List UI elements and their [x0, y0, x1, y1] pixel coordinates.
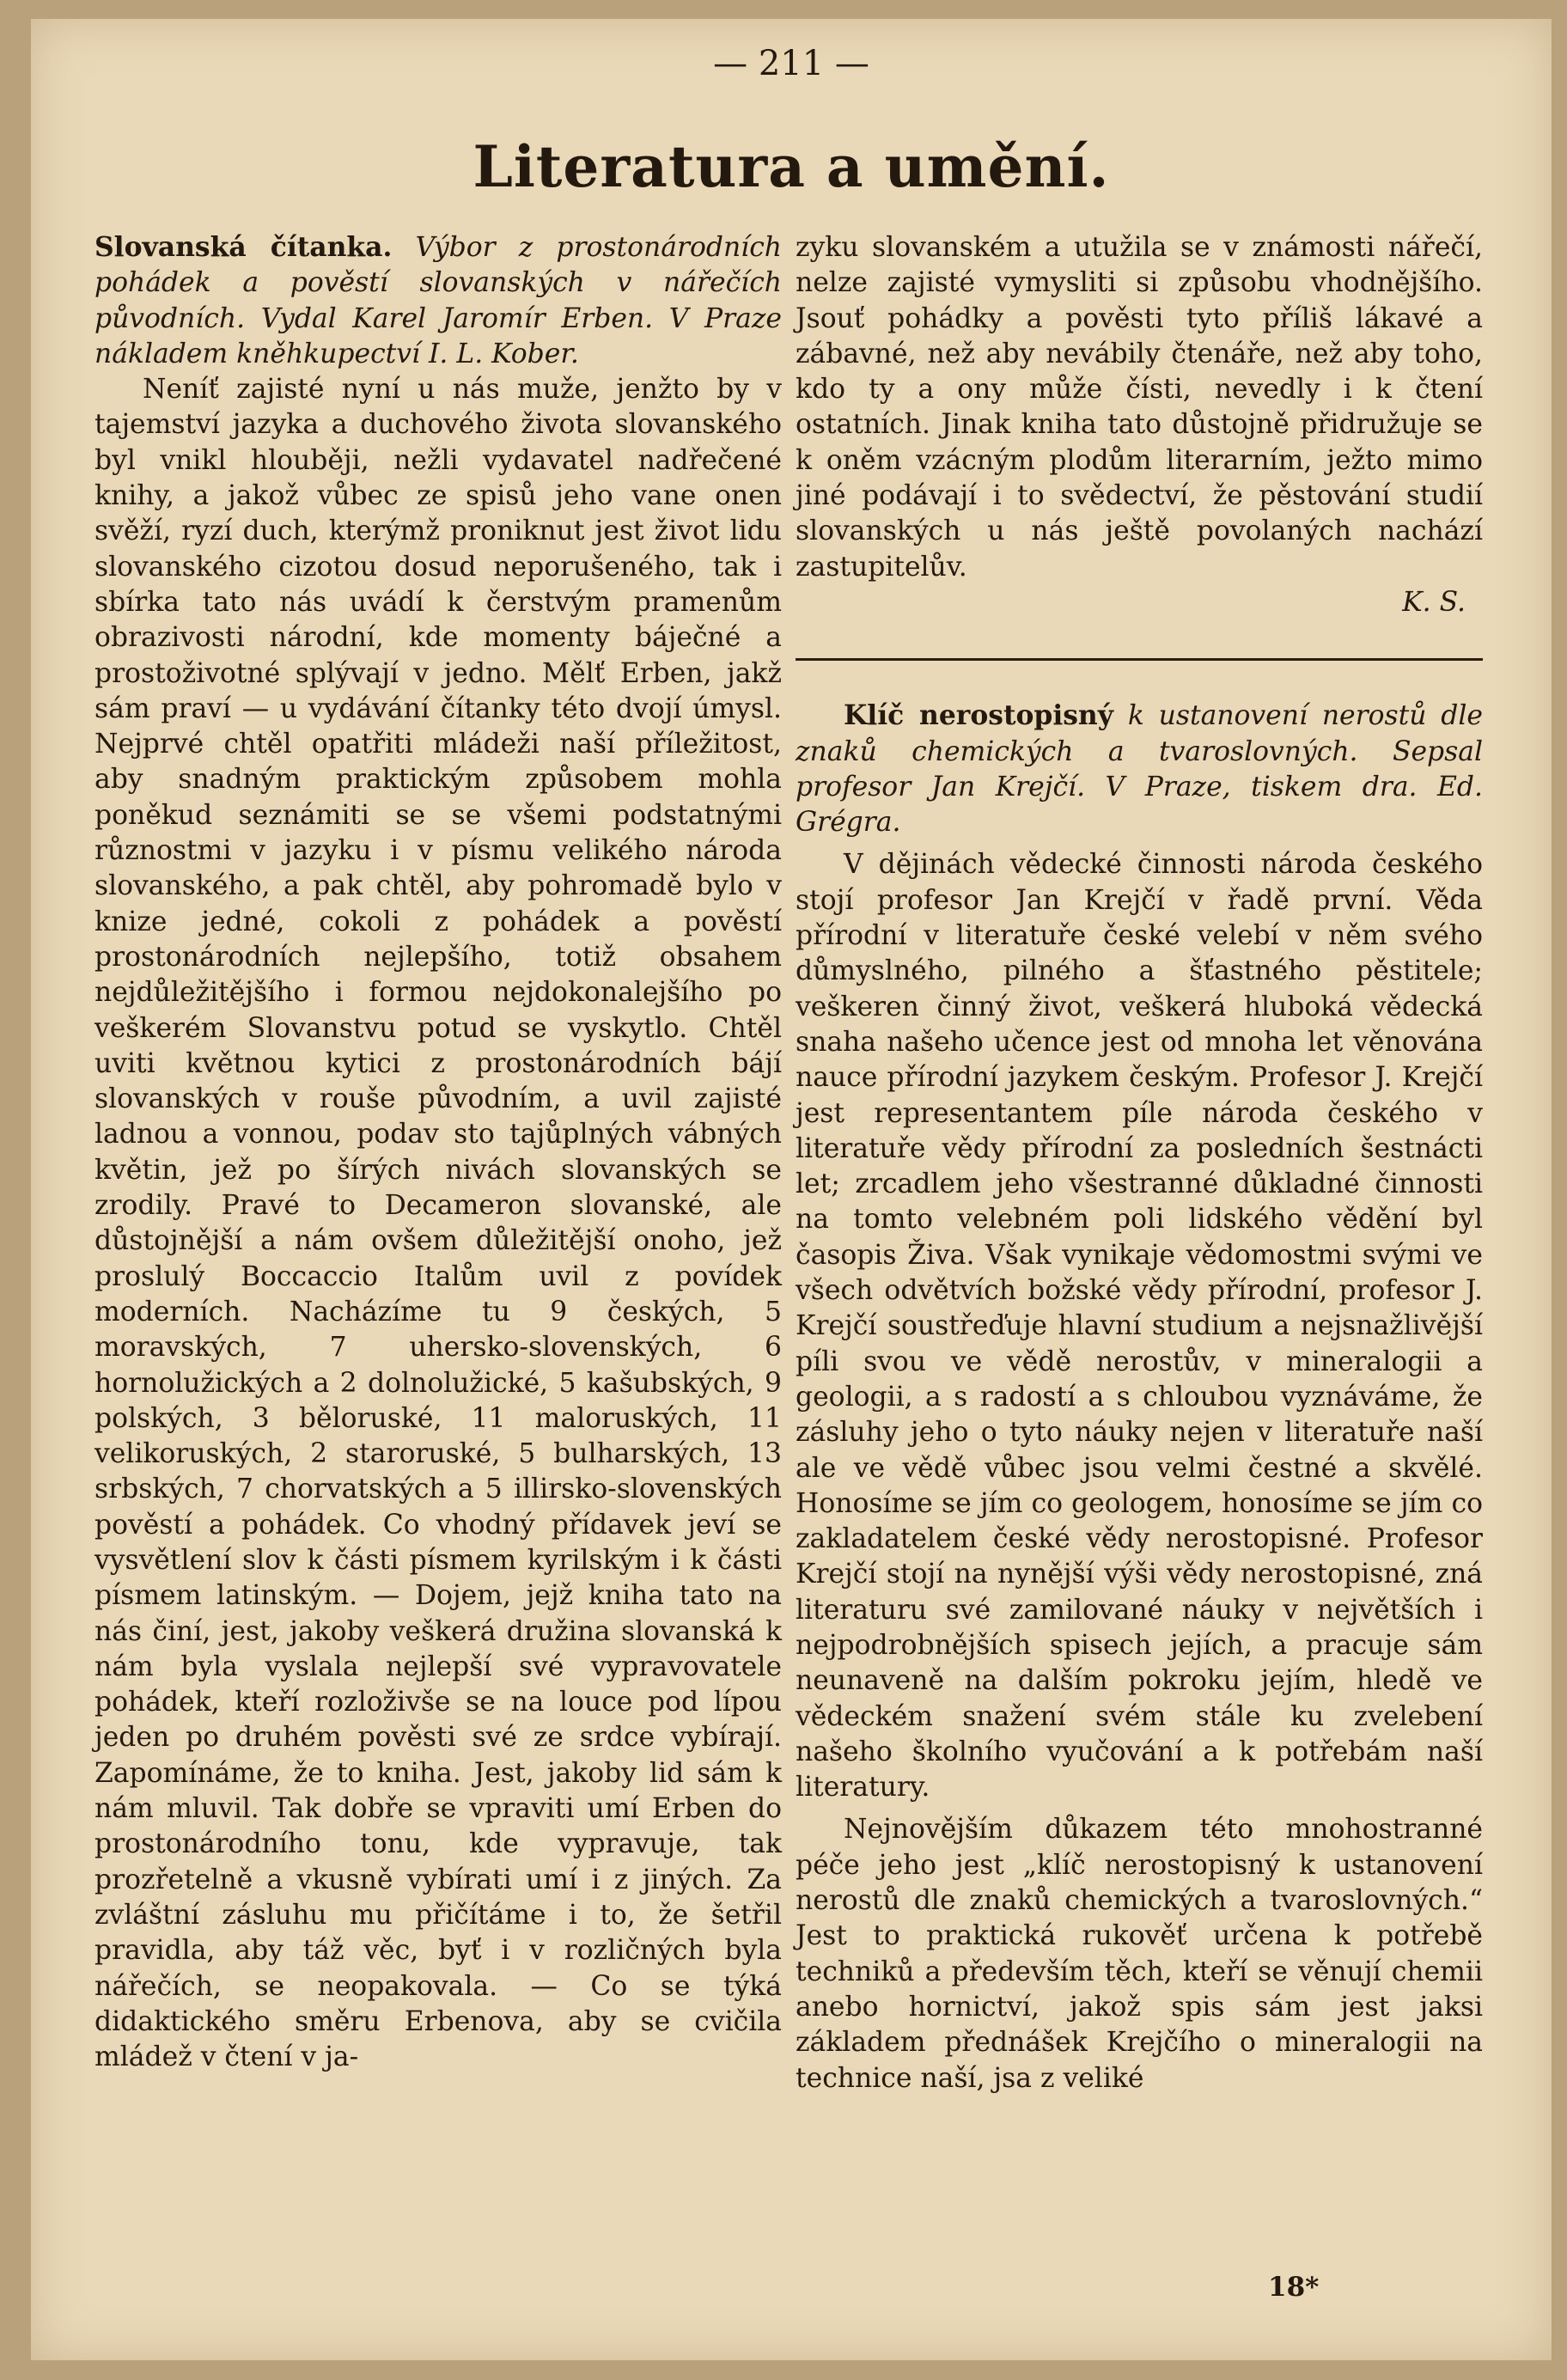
review2-citation: k ustanovení nerostů dle znaků chemických a tvaroslovných. Sepsal profesor Jan Krejčí. V Praze, tiskem dra. Ed. Grégra.	[796, 700, 1483, 839]
left-column	[95, 230, 782, 2075]
review2-title: Klíč nerostopisný	[844, 700, 1113, 732]
signature-mark: 18*	[1268, 2272, 1320, 2303]
section-divider	[796, 658, 1483, 661]
review2-paragraph-2: Nejnovějším důkazem této mnohostranné péče jeho jest „klíč nerostopisný k ustanovení nerostů dle znaků chemických a tvaroslovných.“ Jest to praktická rukověť určena k potřebě techniků a především těch, kteří se věnují chemii anebo hornictví, jakož spis sám jest jaksi základem přednášek Krejčího o mineralogii na technice naší, jsa z veliké	[796, 1814, 1483, 2094]
review1-citation: Výbor z prostonárodních pohádek a pověstí slovanských v nářečích původních. Vydal Karel Jaromír Erben. V Praze nákladem kněhkupectví I. L. Kober.	[95, 232, 782, 369]
review2-paragraph-1: V dějinách vědecké činnosti národa českého stojí profesor Jan Krejčí v řadě první. Věda přírodní v literatuře české velebí v něm svého důmyslného, pilného a šťastného pěstitele; veškeren činný život, veškerá hluboká vědecká snaha našeho učence jest od mnoha let věnována nauce přírodní jazykem českým. Profesor J. Krejčí jest representantem píle národa českého v literatuře vědy přírodní za posledních šestnácti let; zrcadlem jeho všestranné důkladné činnosti na tomto velebném poli lidského vědění byl časopis Živa. Však vynikaje vědomostmi svými ve všech odvětvích božské vědy přírodní, profesor J. Krejčí soustřeďuje hlavní studium a nejsnažlivější píli svou ve vědě nerostův, v mineralogii a geologii, a s radostí a s chloubou vyznáváme, že zásluhy jeho o tyto náuky nejen v literatuře naší ale ve vědě vůbec jsou velmi čestné a skvělé. Honosíme se jím co geologem, honosíme se jím co zakladatelem české vědy nerostopisné. Profesor Krejčí stojí na nynější výši vědy nerostopisné, zná literaturu své zamilované náuky v největších i nejpodrobnějších spisech jejích, a pracuje sám neunaveně na dalším pokroku jejím, hledě ve vědeckém snažení svém stále ku zvelebení našeho školního vyučování a k potřebám naší literatury.	[796, 849, 1483, 1803]
review2-header	[796, 699, 1483, 840]
review1-body-right: zyku slovanském a utužila se v známosti nářečí, nelze zajisté vymysliti si způsobu vhodnějšího. Jsouť pohádky a pověsti tyto příliš lákavé a zábavné, než aby nevábily čtenáře, než aby toho, kdo ty a ony může čísti, nevedly i k čtení ostatních. Jinak kniha tato důstojně přidružuje se k oněm vzácným plodům literarním, ježto mimo jiné podávají i to svědectví, že pěstování studií slovanských u nás ještě povolaných nachází zastupitelův.	[796, 232, 1483, 583]
review1-header	[95, 230, 782, 372]
page-number: — 211 —	[713, 44, 869, 83]
review1-signature: K. S.	[1402, 586, 1466, 618]
review1-body-left: Neníť zajisté nyní u nás muže, jenžto by v tajemství jazyka a duchového života slovanského byl vnikl hlouběji, nežli vydavatel nadřečené knihy, a jakož vůbec ze spisů jeho vane onen svěží, ryzí duch, kterýmž proniknut jest život lidu slovanského cizotou dosud neporušeného, tak i sbírka tato nás uvádí k čerstvým pramenům obrazivosti národní, kde momenty báječné a prostoživotné splývají v jedno. Mělť Erben, jakž sám praví — u vydávání čítanky této dvojí úmysl. Nejprvé chtěl opatřiti mládeži naší příležitost, aby snadným praktickým způsobem mohla poněkud seznámiti se se všemi podstatnými různostmi v jazyku i v písmu velikého národa slovanského, a pak chtěl, aby pohromadě bylo v knize jedné, cokoli z pohádek a pověstí prostonárodních nejlepšího, totiž obsahem nejdůležitějšího i formou nejdokonalejšího po veškerém Slovanstvu potud se vyskytlo. Chtěl uviti květnou kytici z prostonárodních bájí slovanských v rouše původním, a uvil zajisté ladnou a vonnou, podav sto tajůplných vábných květin, jež po šírých nivách slovanských se zrodily. Pravé to Decameron slovanské, ale důstojnější a nám ovšem důležitější onoho, jež proslulý Boccaccio Italům uvil z povídek moderních. Nacházíme tu 9 českých, 5 moravských, 7 uhersko-slovenských, 6 hornolužických a 2 dolnolužické, 5 kašubských, 9 polských, 3 běloruské, 11 maloruských, 11 velikoruských, 2 staroruské, 5 bulharských, 13 srbských, 7 chorvatských a 5 illirsko-slovenských pověstí a pohádek. Co vhodný přídavek jeví se vysvětlení slov k části písmem kyrilským i k části písmem latinským. — Dojem, jejž kniha tato na nás činí, jest, jakoby veškerá družina slovanská k nám byla vyslala nejlepší své vypravovatele pohádek, kteří rozloživše se na louce pod lípou jeden po druhém pověsti své ze srdce vybírají. Zapomínáme, že to kniha. Jest, jakoby lid sám k nám mluvil. Tak dobře se vpraviti umí Erben do prostonárodního tonu, kde vypravuje, tak prozřetelně a vkusně vybírati umí i z jiných. Za zvláštní zásluhu mu přičítáme i to, že šetřil pravidla, aby táž věc, byť i v rozličných byla nářečích, se neopakovala. — Co se týká didaktického směru Erbenova, aby se cvičila mládež v čtení v ja-	[95, 374, 782, 2073]
right-column	[796, 230, 1483, 2096]
page	[31, 19, 1552, 2360]
section-heading: Literatura a umění.	[473, 133, 1110, 200]
review1-title: Slovanská čítanka.	[95, 232, 393, 263]
